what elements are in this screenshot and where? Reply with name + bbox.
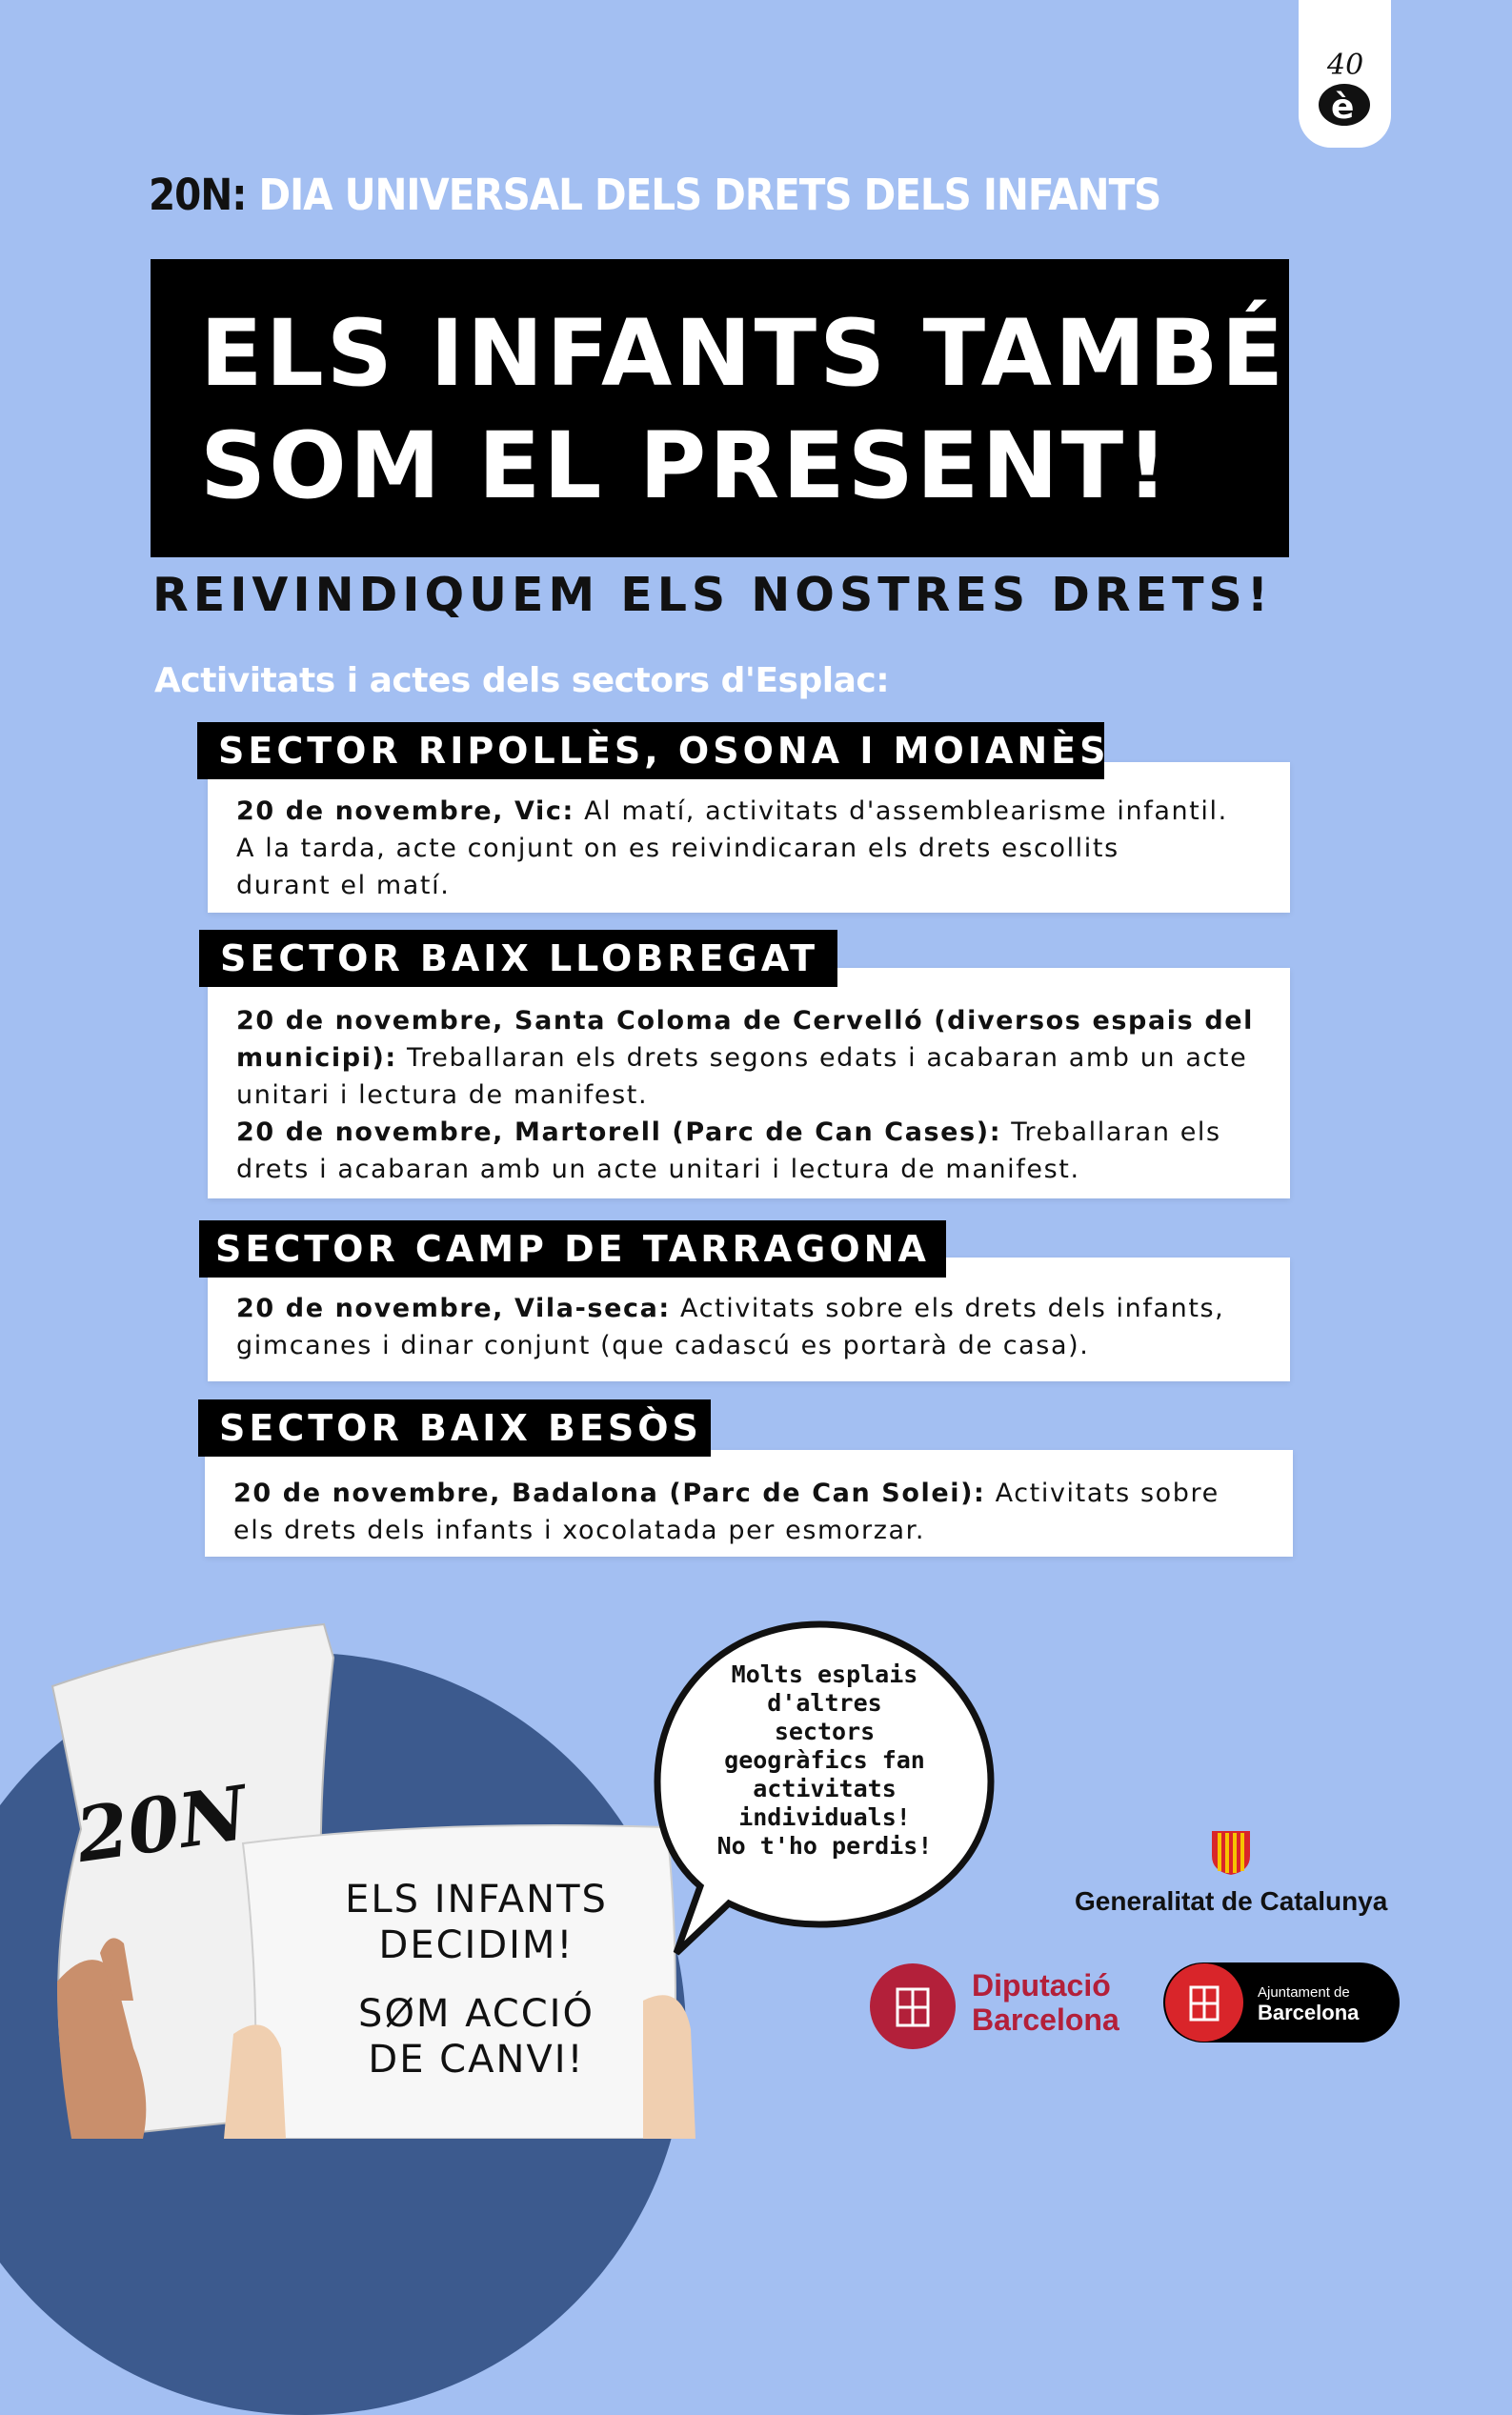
event-badalona [233,1475,1220,1549]
sector-title-camp-tarragona: SECTOR CAMP DE TARRAGONA [199,1220,946,1278]
ajuntament-label-1: Ajuntament de [1258,1984,1350,2001]
event-text: unitari i lectura de manifest. [236,1080,649,1110]
sector-title-ripolles: SECTOR RIPOLLÈS, OSONA I MOIANÈS [197,722,1104,779]
bubble-line: geogràfics fan [724,1746,925,1774]
bubble-line: No t'ho perdis! [716,1832,933,1860]
generalitat-label: Generalitat de Catalunya [1075,1886,1388,1916]
bubble-line: sectors [774,1718,876,1745]
ajuntament-label-2: Barcelona [1258,2001,1360,2024]
subheadline: REIVINDIQUEM ELS NOSTRES DRETS! [152,568,1274,622]
event-text: els drets dels infants i xocolatada per esmorzar. [233,1516,926,1545]
event-santa-coloma [236,1002,1254,1188]
event-lead: 20 de novembre, Santa Coloma de Cervelló (diversos espais del [236,1006,1255,1036]
event-text: Activitats sobre els drets dels infants, [670,1294,1225,1323]
event-text: gimcanes i dinar conjunt (que cadascú es portarà de casa). [236,1331,1090,1360]
event-text: drets i acabaran amb un acte unitari i lectura de manifest. [236,1155,1080,1184]
event-text: Al matí, activitats d'assemblearisme infantil. [574,796,1228,826]
event-vila-seca [236,1290,1224,1364]
diputacio-label [972,1968,1119,2037]
sector-title-baix-besos: SECTOR BAIX BESÒS [198,1399,711,1457]
diputacio-line: Barcelona [972,2002,1119,2037]
event-lead: 20 de novembre, Vila-seca: [236,1294,671,1323]
sector-card-baix-llobregat [208,968,1290,1198]
sector-title-baix-llobregat: SECTOR BAIX LLOBREGAT [199,930,837,987]
event-text: Treballaran els [1001,1117,1221,1147]
event-lead: municipi): [236,1043,397,1073]
event-text: Activitats sobre [985,1479,1220,1508]
event-vic [236,793,1228,904]
event-lead: 20 de novembre, Vic: [236,796,575,826]
bubble-line: Molts esplais [731,1660,918,1688]
sector-card-ripolles [208,762,1290,913]
headline-line-1: ELS INFANTS TAMBÉ [200,300,1287,407]
headline-box [151,259,1289,557]
logo-letter: è [1331,88,1355,127]
headline [200,297,1286,522]
esplac-40-logo [1299,0,1391,148]
event-lead: 20 de novembre, Badalona (Parc de Can Solei): [233,1479,986,1508]
back-sign-text: 20N [71,1769,253,1881]
sign-line: SØM ACCIÓ [358,1992,595,2036]
sector-card-baix-besos [205,1450,1293,1557]
ajuntament-crest-icon [1164,1962,1246,2044]
kicker-prefix: 20N: [149,170,247,220]
front-sign-text [286,1877,667,2083]
headline-line-2: SOM EL PRESENT! [200,413,1172,519]
sign-line: DECIDIM! [378,1923,575,1967]
sign-line [286,1968,667,1991]
event-lead: 20 de novembre, Martorell (Parc de Can Cases): [236,1117,1002,1147]
bubble-line: individuals! [738,1803,911,1831]
logo-number: 40 [1327,49,1364,82]
sign-line: DE CANVI! [368,2038,585,2082]
diputacio-crest-icon [869,1962,957,2050]
event-text: A la tarda, acte conjunt on es reivindicaran els drets escollits [236,834,1119,863]
day-kicker [149,170,1160,220]
generalitat-crest-icon [1208,1827,1254,1877]
event-text: durant el matí. [236,871,451,900]
bubble-line: activitats [753,1775,897,1802]
bubble-line: d'altres [767,1689,882,1717]
kicker-text: DIA UNIVERSAL DELS DRETS DELS INFANTS [258,170,1161,220]
intro-text: Activitats i actes dels sectors d'Esplac: [154,661,890,700]
sign-line: ELS INFANTS [345,1878,608,1922]
event-text: Treballaran els drets segons edats i acabaran amb un acte [396,1043,1248,1073]
diputacio-line: Diputació [972,1968,1111,2002]
speech-bubble-text [694,1660,956,1861]
